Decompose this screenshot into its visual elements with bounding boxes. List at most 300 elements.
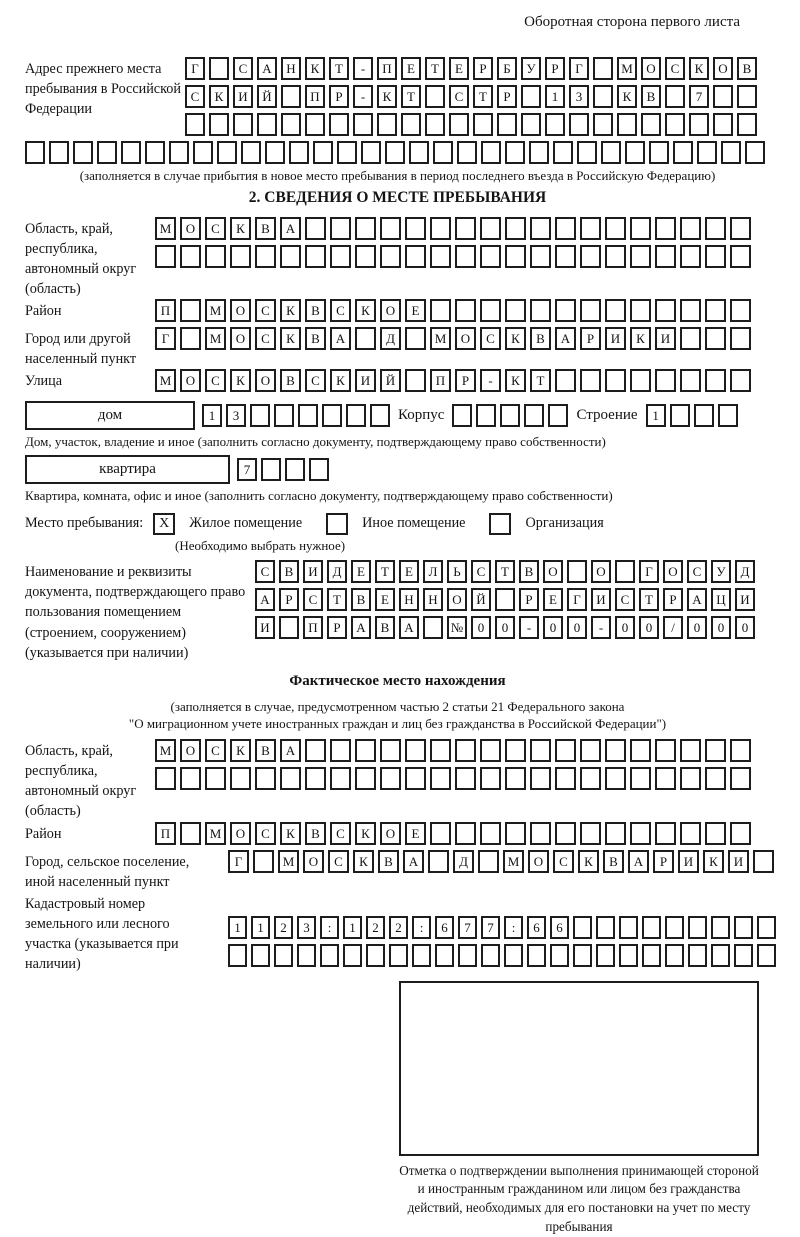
char-box[interactable] — [353, 113, 373, 136]
char-box[interactable]: О — [380, 299, 401, 322]
char-box[interactable]: М — [278, 850, 299, 873]
char-box[interactable] — [555, 767, 576, 790]
checkbox-residential[interactable]: X — [153, 513, 175, 535]
char-box[interactable] — [530, 767, 551, 790]
char-box[interactable] — [233, 113, 253, 136]
char-box[interactable]: О — [180, 369, 201, 392]
char-box[interactable] — [205, 767, 226, 790]
char-box[interactable] — [180, 245, 201, 268]
char-box[interactable]: : — [320, 916, 339, 939]
char-box[interactable]: Т — [530, 369, 551, 392]
char-box[interactable]: 0 — [495, 616, 515, 639]
char-box[interactable]: К — [280, 327, 301, 350]
char-box[interactable] — [455, 739, 476, 762]
char-box[interactable] — [655, 245, 676, 268]
char-box[interactable]: С — [687, 560, 707, 583]
char-box[interactable] — [705, 369, 726, 392]
char-box[interactable]: К — [578, 850, 599, 873]
char-box[interactable] — [580, 299, 601, 322]
char-box[interactable]: А — [330, 327, 351, 350]
char-box[interactable] — [185, 113, 205, 136]
char-box[interactable] — [505, 739, 526, 762]
char-box[interactable] — [430, 245, 451, 268]
char-box[interactable] — [649, 141, 669, 164]
char-box[interactable] — [455, 767, 476, 790]
char-box[interactable]: О — [180, 217, 201, 240]
char-box[interactable] — [500, 404, 520, 427]
char-box[interactable]: Т — [375, 560, 395, 583]
char-box[interactable] — [289, 141, 309, 164]
char-box[interactable]: С — [255, 299, 276, 322]
char-box[interactable]: К — [505, 369, 526, 392]
char-box[interactable]: П — [377, 57, 397, 80]
char-box[interactable] — [665, 944, 684, 967]
char-box[interactable]: Г — [228, 850, 249, 873]
char-box[interactable] — [380, 217, 401, 240]
char-box[interactable] — [530, 822, 551, 845]
char-box[interactable]: К — [689, 57, 709, 80]
char-box[interactable] — [505, 245, 526, 268]
char-box[interactable] — [476, 404, 496, 427]
checkbox-organization[interactable] — [489, 513, 511, 535]
char-box[interactable] — [478, 850, 499, 873]
char-box[interactable]: Й — [471, 588, 491, 611]
char-box[interactable] — [209, 57, 229, 80]
char-box[interactable] — [257, 113, 277, 136]
char-box[interactable] — [605, 767, 626, 790]
char-box[interactable] — [430, 299, 451, 322]
char-box[interactable] — [630, 245, 651, 268]
char-box[interactable] — [630, 217, 651, 240]
char-box[interactable]: С — [328, 850, 349, 873]
char-box[interactable]: 6 — [527, 916, 546, 939]
char-box[interactable]: Е — [375, 588, 395, 611]
char-box[interactable] — [605, 299, 626, 322]
char-box[interactable] — [555, 245, 576, 268]
char-box[interactable]: 3 — [569, 85, 589, 108]
char-box[interactable]: М — [617, 57, 637, 80]
char-box[interactable]: С — [480, 327, 501, 350]
char-box[interactable] — [630, 299, 651, 322]
char-box[interactable] — [569, 113, 589, 136]
char-box[interactable] — [297, 944, 316, 967]
char-box[interactable] — [680, 739, 701, 762]
char-box[interactable] — [251, 944, 270, 967]
char-box[interactable]: И — [605, 327, 626, 350]
char-box[interactable] — [49, 141, 69, 164]
char-box[interactable] — [337, 141, 357, 164]
char-box[interactable] — [665, 113, 685, 136]
char-box[interactable]: С — [553, 850, 574, 873]
char-box[interactable] — [680, 822, 701, 845]
char-box[interactable] — [718, 404, 738, 427]
char-box[interactable] — [281, 113, 301, 136]
char-box[interactable]: К — [505, 327, 526, 350]
char-box[interactable]: К — [703, 850, 724, 873]
char-box[interactable] — [524, 404, 544, 427]
char-box[interactable]: О — [230, 822, 251, 845]
char-box[interactable] — [530, 245, 551, 268]
char-box[interactable] — [480, 299, 501, 322]
char-box[interactable] — [642, 916, 661, 939]
char-box[interactable] — [605, 217, 626, 240]
char-box[interactable]: В — [305, 299, 326, 322]
char-box[interactable]: Р — [329, 85, 349, 108]
char-box[interactable] — [322, 404, 342, 427]
char-box[interactable] — [433, 141, 453, 164]
char-box[interactable] — [380, 767, 401, 790]
char-box[interactable]: Д — [327, 560, 347, 583]
char-box[interactable] — [705, 299, 726, 322]
char-box[interactable] — [505, 217, 526, 240]
char-box[interactable] — [730, 369, 751, 392]
char-box[interactable]: Д — [380, 327, 401, 350]
char-box[interactable]: Т — [329, 57, 349, 80]
char-box[interactable]: С — [305, 369, 326, 392]
char-box[interactable] — [435, 944, 454, 967]
char-box[interactable] — [423, 616, 443, 639]
char-box[interactable]: А — [255, 588, 275, 611]
char-box[interactable] — [361, 141, 381, 164]
char-box[interactable] — [753, 850, 774, 873]
char-box[interactable]: О — [447, 588, 467, 611]
char-box[interactable]: Р — [519, 588, 539, 611]
char-box[interactable]: И — [655, 327, 676, 350]
char-box[interactable] — [550, 944, 569, 967]
char-box[interactable]: Г — [567, 588, 587, 611]
char-box[interactable]: А — [403, 850, 424, 873]
char-box[interactable]: Й — [257, 85, 277, 108]
char-box[interactable] — [711, 916, 730, 939]
char-box[interactable] — [555, 299, 576, 322]
char-box[interactable]: К — [617, 85, 637, 108]
char-box[interactable] — [680, 767, 701, 790]
char-box[interactable]: О — [380, 822, 401, 845]
char-box[interactable] — [529, 141, 549, 164]
char-box[interactable] — [428, 850, 449, 873]
char-box[interactable] — [209, 113, 229, 136]
char-box[interactable] — [330, 739, 351, 762]
char-box[interactable] — [180, 822, 201, 845]
char-box[interactable]: В — [378, 850, 399, 873]
char-box[interactable] — [521, 85, 541, 108]
char-box[interactable]: О — [591, 560, 611, 583]
char-box[interactable]: С — [330, 299, 351, 322]
char-box[interactable]: Т — [425, 57, 445, 80]
char-box[interactable] — [25, 141, 45, 164]
char-box[interactable]: Е — [405, 299, 426, 322]
char-box[interactable] — [713, 85, 733, 108]
char-box[interactable] — [730, 217, 751, 240]
char-box[interactable] — [530, 739, 551, 762]
char-box[interactable]: Р — [455, 369, 476, 392]
char-box[interactable] — [497, 113, 517, 136]
char-box[interactable]: Т — [495, 560, 515, 583]
char-box[interactable] — [705, 327, 726, 350]
char-box[interactable] — [370, 404, 390, 427]
char-box[interactable]: В — [305, 327, 326, 350]
char-box[interactable] — [480, 245, 501, 268]
char-box[interactable]: А — [351, 616, 371, 639]
char-box[interactable] — [309, 458, 329, 481]
char-box[interactable]: 2 — [389, 916, 408, 939]
char-box[interactable]: 7 — [237, 458, 257, 481]
char-box[interactable]: П — [305, 85, 325, 108]
char-box[interactable]: № — [447, 616, 467, 639]
char-box[interactable] — [385, 141, 405, 164]
char-box[interactable]: 2 — [366, 916, 385, 939]
char-box[interactable] — [73, 141, 93, 164]
char-box[interactable] — [355, 217, 376, 240]
char-box[interactable]: Д — [735, 560, 755, 583]
char-box[interactable] — [680, 217, 701, 240]
char-box[interactable]: Е — [543, 588, 563, 611]
char-box[interactable]: И — [728, 850, 749, 873]
char-box[interactable] — [230, 767, 251, 790]
char-box[interactable] — [425, 85, 445, 108]
char-box[interactable]: С — [205, 739, 226, 762]
char-box[interactable] — [305, 113, 325, 136]
char-box[interactable]: О — [713, 57, 733, 80]
char-box[interactable] — [155, 767, 176, 790]
char-box[interactable]: Е — [405, 822, 426, 845]
char-box[interactable]: К — [630, 327, 651, 350]
char-box[interactable] — [665, 916, 684, 939]
char-box[interactable] — [480, 767, 501, 790]
char-box[interactable] — [605, 245, 626, 268]
char-box[interactable]: А — [555, 327, 576, 350]
char-box[interactable]: В — [375, 616, 395, 639]
char-box[interactable] — [734, 916, 753, 939]
char-box[interactable] — [455, 217, 476, 240]
char-box[interactable] — [730, 299, 751, 322]
char-box[interactable] — [596, 944, 615, 967]
char-box[interactable]: М — [205, 822, 226, 845]
char-box[interactable]: 3 — [226, 404, 246, 427]
char-box[interactable]: В — [305, 822, 326, 845]
char-box[interactable] — [280, 245, 301, 268]
char-box[interactable] — [241, 141, 261, 164]
char-box[interactable]: К — [280, 822, 301, 845]
char-box[interactable] — [230, 245, 251, 268]
char-box[interactable]: 7 — [689, 85, 709, 108]
char-box[interactable]: М — [430, 327, 451, 350]
char-box[interactable] — [481, 141, 501, 164]
char-box[interactable] — [665, 85, 685, 108]
char-box[interactable] — [405, 739, 426, 762]
char-box[interactable]: К — [377, 85, 397, 108]
char-box[interactable]: С — [205, 217, 226, 240]
char-box[interactable] — [680, 299, 701, 322]
char-box[interactable]: Р — [663, 588, 683, 611]
char-box[interactable] — [757, 916, 776, 939]
char-box[interactable] — [121, 141, 141, 164]
char-box[interactable] — [527, 944, 546, 967]
char-box[interactable]: О — [543, 560, 563, 583]
char-box[interactable]: Т — [401, 85, 421, 108]
char-box[interactable] — [601, 141, 621, 164]
char-box[interactable]: К — [355, 822, 376, 845]
char-box[interactable]: Р — [327, 616, 347, 639]
char-box[interactable]: / — [663, 616, 683, 639]
char-box[interactable] — [250, 404, 270, 427]
char-box[interactable] — [409, 141, 429, 164]
char-box[interactable] — [280, 767, 301, 790]
char-box[interactable]: Р — [473, 57, 493, 80]
char-box[interactable] — [430, 767, 451, 790]
char-box[interactable]: 0 — [711, 616, 731, 639]
char-box[interactable] — [530, 217, 551, 240]
char-box[interactable]: О — [255, 369, 276, 392]
char-box[interactable] — [567, 560, 587, 583]
char-box[interactable]: Т — [327, 588, 347, 611]
char-box[interactable]: Г — [639, 560, 659, 583]
char-box[interactable] — [377, 113, 397, 136]
char-box[interactable] — [619, 916, 638, 939]
char-box[interactable]: Р — [497, 85, 517, 108]
char-box[interactable]: С — [471, 560, 491, 583]
char-box[interactable]: К — [353, 850, 374, 873]
char-box[interactable] — [457, 141, 477, 164]
char-box[interactable] — [405, 767, 426, 790]
char-box[interactable]: П — [303, 616, 323, 639]
char-box[interactable]: К — [305, 57, 325, 80]
char-box[interactable] — [313, 141, 333, 164]
char-box[interactable]: Р — [580, 327, 601, 350]
char-box[interactable]: Г — [569, 57, 589, 80]
char-box[interactable]: Ц — [711, 588, 731, 611]
char-box[interactable] — [330, 767, 351, 790]
char-box[interactable]: С — [330, 822, 351, 845]
char-box[interactable]: Р — [653, 850, 674, 873]
char-box[interactable] — [713, 113, 733, 136]
char-box[interactable] — [455, 245, 476, 268]
char-box[interactable] — [605, 822, 626, 845]
char-box[interactable]: 2 — [274, 916, 293, 939]
char-box[interactable]: 0 — [687, 616, 707, 639]
char-box[interactable] — [670, 404, 690, 427]
char-box[interactable] — [495, 588, 515, 611]
char-box[interactable]: О — [180, 739, 201, 762]
char-box[interactable]: 6 — [550, 916, 569, 939]
char-box[interactable] — [180, 327, 201, 350]
char-box[interactable]: В — [255, 739, 276, 762]
char-box[interactable]: 3 — [297, 916, 316, 939]
char-box[interactable]: Г — [185, 57, 205, 80]
char-box[interactable] — [641, 113, 661, 136]
char-box[interactable]: 7 — [481, 916, 500, 939]
char-box[interactable]: В — [279, 560, 299, 583]
char-box[interactable] — [615, 560, 635, 583]
char-box[interactable] — [430, 739, 451, 762]
char-box[interactable] — [305, 767, 326, 790]
char-box[interactable] — [389, 944, 408, 967]
char-box[interactable]: - — [480, 369, 501, 392]
char-box[interactable]: 0 — [615, 616, 635, 639]
char-box[interactable] — [452, 404, 472, 427]
char-box[interactable] — [320, 944, 339, 967]
char-box[interactable] — [617, 113, 637, 136]
char-box[interactable] — [530, 299, 551, 322]
char-box[interactable] — [355, 739, 376, 762]
char-box[interactable] — [265, 141, 285, 164]
char-box[interactable] — [605, 739, 626, 762]
char-box[interactable]: 0 — [543, 616, 563, 639]
char-box[interactable] — [655, 369, 676, 392]
char-box[interactable] — [330, 217, 351, 240]
char-box[interactable] — [412, 944, 431, 967]
char-box[interactable] — [730, 822, 751, 845]
char-box[interactable] — [205, 245, 226, 268]
char-box[interactable] — [730, 739, 751, 762]
char-box[interactable]: А — [280, 217, 301, 240]
char-box[interactable]: К — [230, 369, 251, 392]
char-box[interactable]: К — [230, 739, 251, 762]
char-box[interactable] — [573, 944, 592, 967]
char-box[interactable] — [705, 217, 726, 240]
char-box[interactable] — [455, 299, 476, 322]
char-box[interactable]: С — [255, 560, 275, 583]
char-box[interactable]: В — [351, 588, 371, 611]
char-box[interactable]: В — [530, 327, 551, 350]
char-box[interactable]: О — [641, 57, 661, 80]
char-box[interactable]: Б — [497, 57, 517, 80]
char-box[interactable]: 1 — [228, 916, 247, 939]
char-box[interactable] — [305, 739, 326, 762]
char-box[interactable] — [593, 85, 613, 108]
char-box[interactable] — [458, 944, 477, 967]
char-box[interactable] — [505, 141, 525, 164]
char-box[interactable] — [430, 217, 451, 240]
char-box[interactable] — [689, 113, 709, 136]
char-box[interactable]: 1 — [343, 916, 362, 939]
char-box[interactable]: В — [641, 85, 661, 108]
char-box[interactable] — [298, 404, 318, 427]
char-box[interactable] — [655, 739, 676, 762]
char-box[interactable] — [97, 141, 117, 164]
char-box[interactable] — [228, 944, 247, 967]
char-box[interactable] — [580, 739, 601, 762]
char-box[interactable]: А — [257, 57, 277, 80]
char-box[interactable] — [655, 217, 676, 240]
char-box[interactable] — [555, 739, 576, 762]
char-box[interactable]: С — [449, 85, 469, 108]
char-box[interactable]: С — [255, 327, 276, 350]
char-box[interactable]: Й — [380, 369, 401, 392]
char-box[interactable] — [642, 944, 661, 967]
char-box[interactable] — [253, 850, 274, 873]
char-box[interactable] — [630, 822, 651, 845]
char-box[interactable] — [274, 944, 293, 967]
char-box[interactable] — [180, 299, 201, 322]
char-box[interactable] — [593, 57, 613, 80]
char-box[interactable] — [630, 739, 651, 762]
char-box[interactable]: А — [399, 616, 419, 639]
char-box[interactable] — [580, 767, 601, 790]
char-box[interactable] — [697, 141, 717, 164]
char-box[interactable]: П — [155, 822, 176, 845]
char-box[interactable]: - — [353, 57, 373, 80]
char-box[interactable] — [673, 141, 693, 164]
char-box[interactable] — [680, 369, 701, 392]
char-box[interactable] — [330, 245, 351, 268]
char-box[interactable] — [655, 767, 676, 790]
char-box[interactable]: Л — [423, 560, 443, 583]
char-box[interactable]: Н — [399, 588, 419, 611]
char-box[interactable] — [329, 113, 349, 136]
char-box[interactable] — [730, 327, 751, 350]
char-box[interactable]: 0 — [735, 616, 755, 639]
